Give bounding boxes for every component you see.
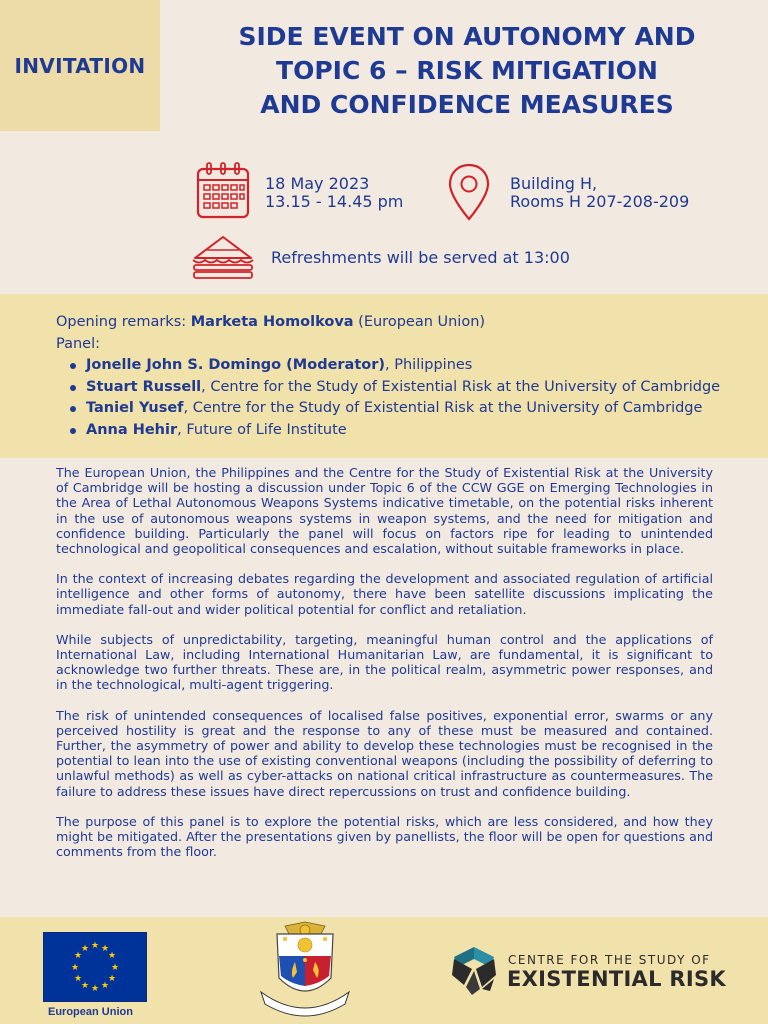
cser-name-line-1: CENTRE FOR THE STUDY OF [508,953,711,967]
panel-list [56,355,720,441]
eu-flag-logo [43,932,147,1002]
paragraph: While subjects of unpredictability, targeting, meaningful human control and the applications of International Law, including International Humanitarian Law, are fundamental, it is significant to acknowledge two further threats. These are, in the political realm, asymmetric power responses, and in the technological, multi-agent triggering. [56,631,713,693]
invitation-label: INVITATION [14,53,146,78]
opening-remarks [56,312,720,334]
panelist-affiliation: , Philippines [385,357,473,373]
opening-speaker: Marketa Homolkova [190,314,354,330]
event-description [56,465,713,874]
paragraph: The European Union, the Philippines and the Centre for the Study of Existential Risk at the University of Cambridge will be hosting a discussion under Topic 6 of the CCW GGE on Emerging Technologies in the Area of Lethal Autonomous Weapons Systems indicative timetable, on the potential risks inherent in the use of autonomous weapons systems in weapon systems, and the need for mitigation and confidence building. Particularly the panel will focus on factors ripe for leading to unintended technological and geopolitical consequences and escalation, without suitable frameworks in place. [56,465,713,557]
panelist-name: Stuart Russell [86,378,202,395]
page-title [176,20,758,122]
eu-label: European Union [48,1006,133,1018]
svg-text:★: ★ [73,974,83,984]
title-line-3: AND CONFIDENCE MEASURES [260,90,674,119]
location-line-2: Rooms H 207-208-209 [510,192,690,211]
philippines-seal-icon [255,920,355,1020]
invitation-badge [0,0,160,131]
list-item [68,398,720,420]
list-item [68,355,720,377]
svg-text:★: ★ [100,981,110,991]
event-time: 13.15 - 14.45 pm [265,192,404,211]
svg-text:★: ★ [107,974,117,984]
opening-label: Opening remarks: [56,314,187,330]
panelist-affiliation: , Centre for the Study of Existential Risk at the University of Cambridge [201,378,721,395]
panel-details [56,312,720,441]
event-date: 18 May 2023 [265,174,370,193]
panel-label: Panel: [56,335,101,352]
svg-text:★: ★ [90,941,100,951]
sandwich-icon [189,234,257,280]
svg-text:★: ★ [107,951,117,961]
paragraph: The purpose of this panel is to explore the potential risks, which are less considered, and how they might be mitigated. After the presentations given by panellists, the floor will be open for questions and comments from the floor. [56,813,713,860]
svg-text:★: ★ [73,951,83,961]
svg-text:★: ★ [80,981,90,991]
panelist-affiliation: , Future of Life Institute [177,421,347,438]
panelist-name: Anna Hehir [86,421,178,438]
eu-stars-icon [44,933,146,1001]
paragraph: In the context of increasing debates regarding the development and associated regulation of artificial intelligence and other forms of autonomy, there have been satellite discussions implicating the immediate fall-out and wider political potential for conflict and retaliation. [56,571,713,617]
panelist-name: Jonelle John S. Domingo (Moderator) [86,357,386,373]
list-item [68,377,720,399]
svg-text:★: ★ [90,984,100,994]
opening-org: (European Union) [358,314,486,330]
svg-text:★: ★ [110,963,120,973]
location-pin-icon [446,162,492,222]
svg-text:★: ★ [70,963,80,973]
location-line-1: Building H, [510,174,598,193]
cser-logo-icon [450,945,498,997]
cser-name-line-2: EXISTENTIAL RISK [507,967,726,991]
svg-text:★: ★ [80,944,90,954]
panelist-affiliation: , Centre for the Study of Existential Risk at the University of Cambridge [183,400,703,416]
title-line-1: SIDE EVENT ON AUTONOMY AND [238,22,696,51]
calendar-icon [194,161,252,221]
title-line-2: TOPIC 6 – RISK MITIGATION [276,56,658,85]
paragraph: The risk of unintended consequences of localised false positives, exponential error, swarms or any perceived hostility is great and the response to any of these must be measured and contained. Further, the asymmetry of power and ability to develop these technologies must be recognised in the potential to lean into the use of existing conventional weapons (including the possibility of deferring to unlawful methods) as well as cyber-attacks on national critical infrastructure as countermeasures. The failure to address these issues have direct repercussions on trust and confidence building. [56,707,713,799]
list-item [68,420,720,442]
panelist-name: Taniel Yusef [86,400,184,416]
refreshments-note: Refreshments will be served at 13:00 [271,248,570,267]
svg-text:★: ★ [100,944,110,954]
